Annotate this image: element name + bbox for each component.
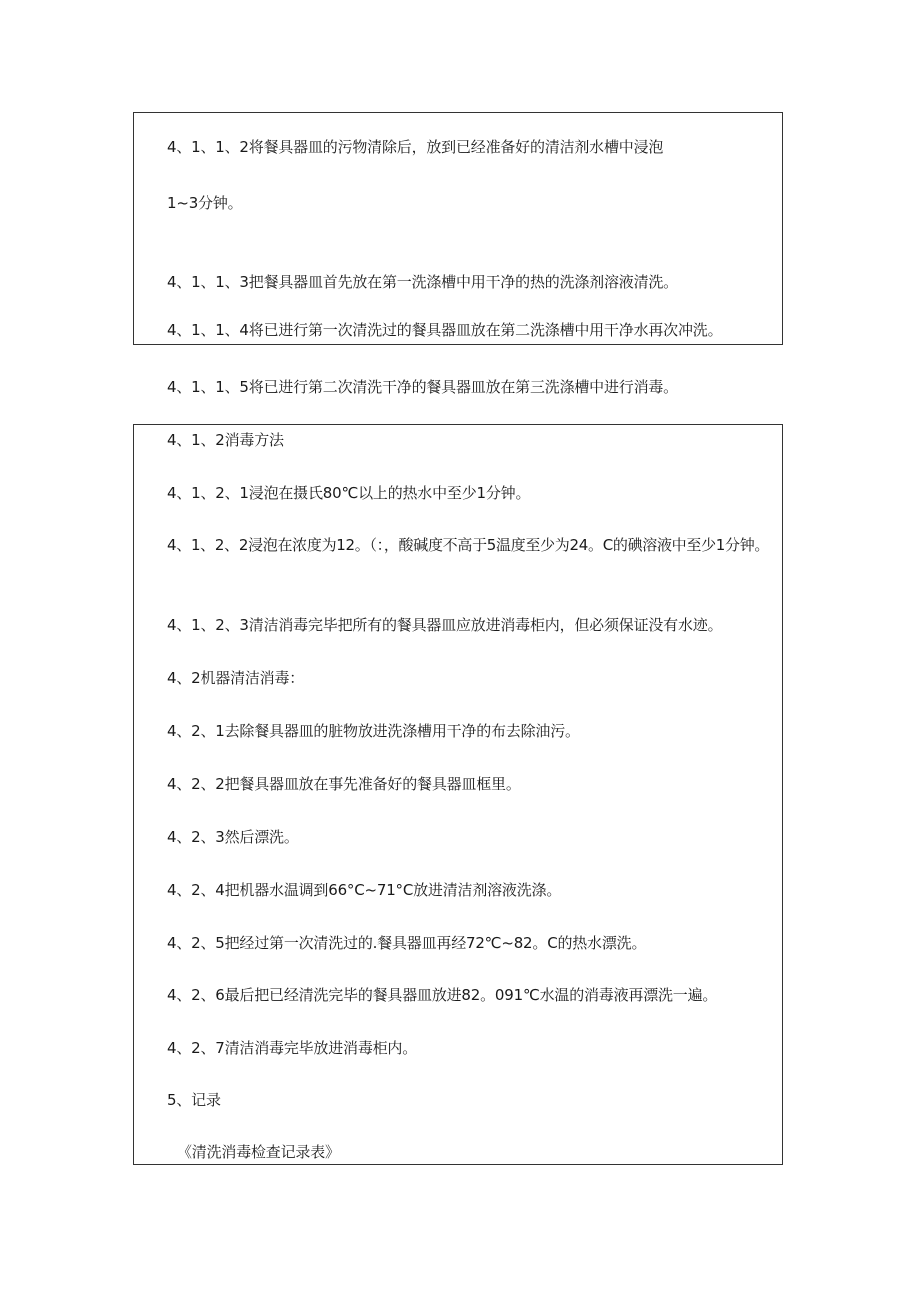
paragraph-4-1-1-2: 4、1、1、2将餐具器皿的污物清除后，放到已经准备好的清洁剂水槽中浸泡 bbox=[167, 138, 664, 156]
paragraph-4-2-2: 4、2、2把餐具器皿放在事先准备好的餐具器皿框里。 bbox=[167, 775, 521, 793]
paragraph-4-1-2-1: 4、1、2、1浸泡在摄氏80℃以上的热水中至少1分钟。 bbox=[167, 484, 531, 502]
paragraph-4-2-5: 4、2、5把经过第一次清洗过的.餐具器皿再经72℃~82。C的热水漂洗。 bbox=[167, 934, 647, 952]
paragraph-4-2-6: 4、2、6最后把已经清洗完毕的餐具器皿放进82。091℃水温的消毒液再漂洗一遍。 bbox=[167, 986, 718, 1004]
paragraph-4-2-7: 4、2、7清洁消毒完毕放进消毒柜内。 bbox=[167, 1039, 418, 1057]
paragraph-4-1-1-5: 4、1、1、5将已进行第二次清洗干净的餐具器皿放在第三洗涤槽中进行消毒。 bbox=[167, 378, 678, 396]
paragraph-4-2-1: 4、2、1去除餐具器皿的脏物放进洗涤槽用干净的布去除油污。 bbox=[167, 722, 580, 740]
heading-4-2: 4、2机器清洁消毒： bbox=[167, 669, 305, 687]
paragraph-4-1-1-4: 4、1、1、4将已进行第一次清洗过的餐具器皿放在第二洗涤槽中用干净水再次冲洗。 bbox=[167, 321, 723, 339]
paragraph-4-1-1-3: 4、1、1、3把餐具器皿首先放在第一洗涤槽中用干净的热的洗涤剂溶液清洗。 bbox=[167, 273, 678, 291]
heading-5-record: 5、记录 bbox=[167, 1091, 221, 1109]
heading-4-1-2: 4、1、2消毒方法 bbox=[167, 431, 284, 449]
paragraph-4-1-2-3: 4、1、2、3清洁消毒完毕把所有的餐具器皿应放进消毒柜内，但必须保证没有水迹。 bbox=[167, 616, 723, 634]
paragraph-4-1-1-2-continued: 1~3分钟。 bbox=[167, 194, 243, 212]
paragraph-4-1-2-2: 4、1、2、2浸泡在浓度为12。（：，酸碱度不高于5温度至少为24。C的碘溶液中至少1分钟。 bbox=[167, 536, 770, 554]
paragraph-4-2-4: 4、2、4把机器水温调到66°C~71°C放进清洁剂溶液洗涤。 bbox=[167, 881, 562, 899]
record-table-title: 《清洗消毒检查记录表》 bbox=[177, 1143, 340, 1161]
paragraph-4-2-3: 4、2、3然后漂洗。 bbox=[167, 828, 299, 846]
